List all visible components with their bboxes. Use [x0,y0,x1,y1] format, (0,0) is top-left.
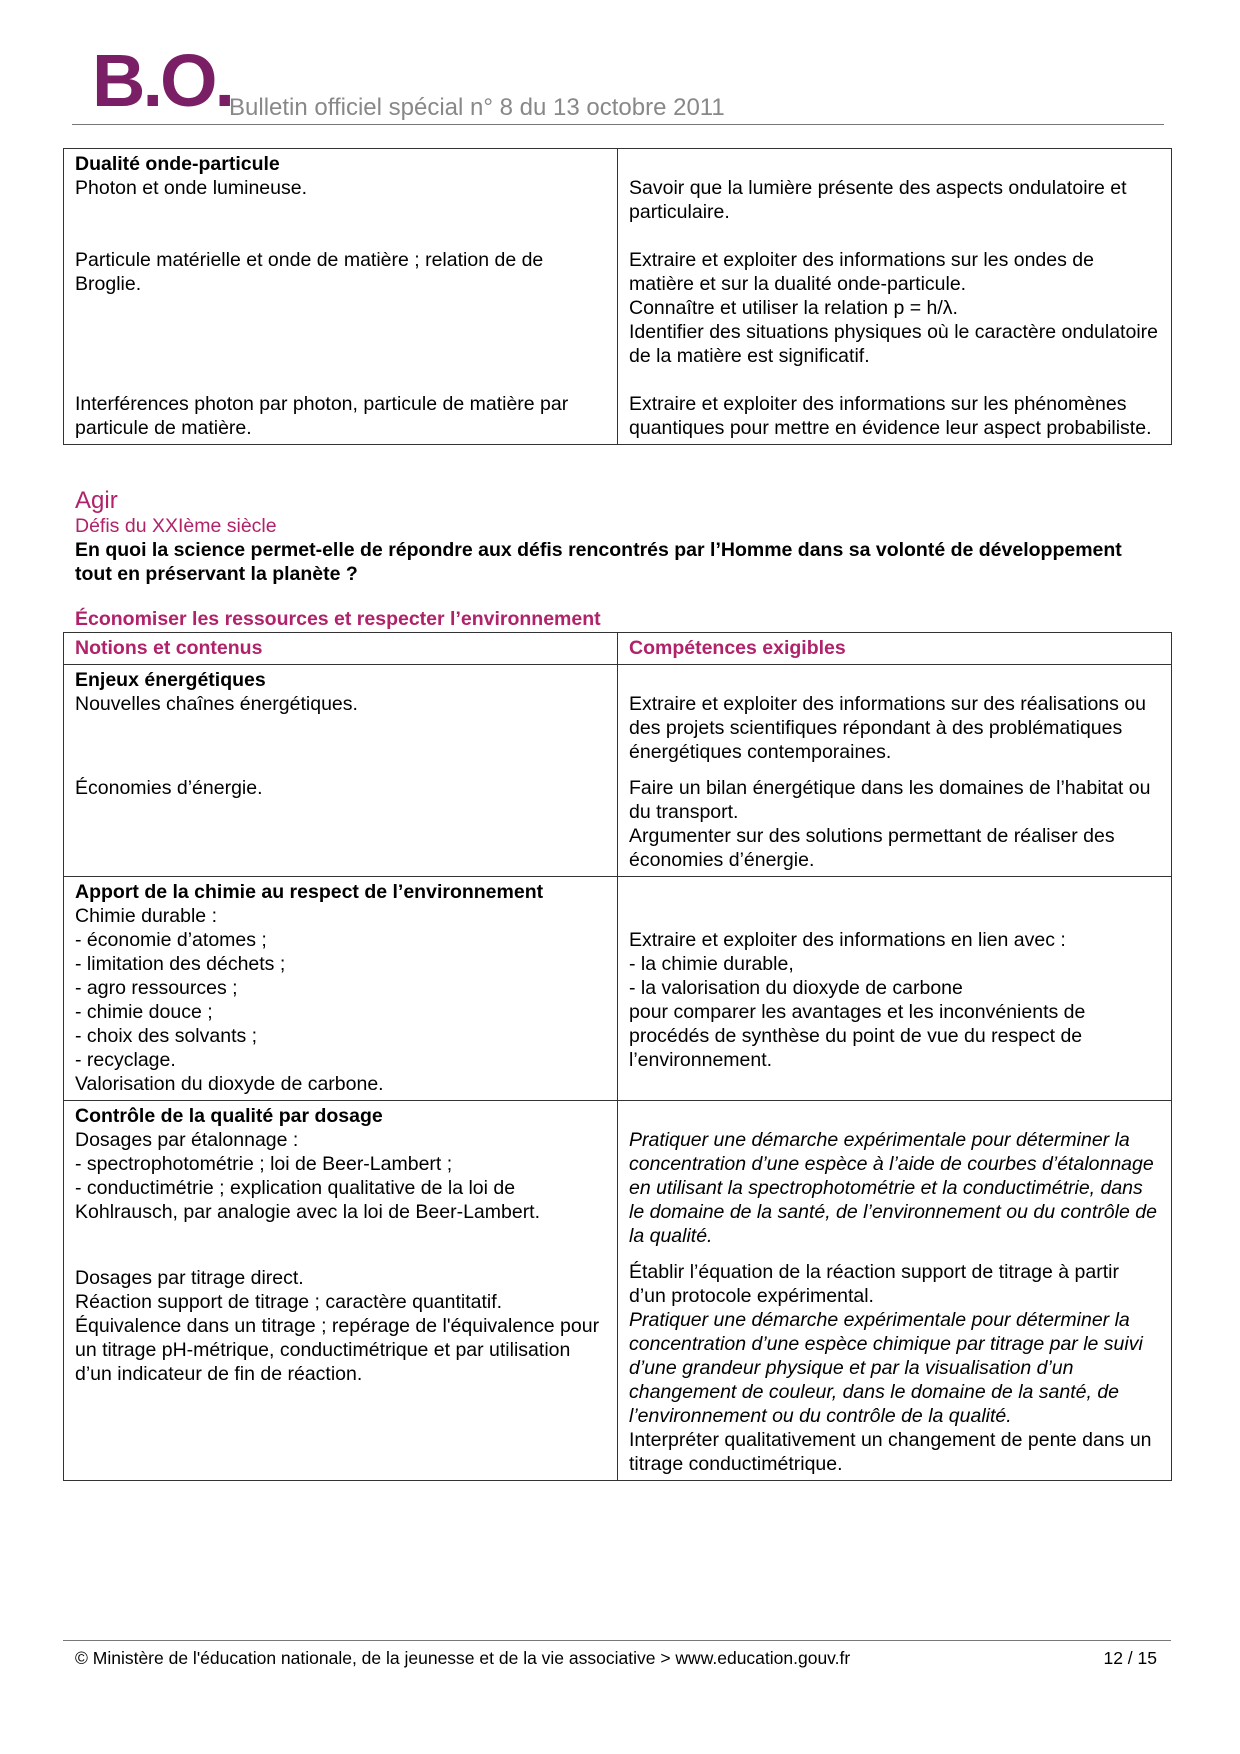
competence-line: pour comparer les avantages et les inconvénients de procédés de synthèse du point de vue du respect de l’environnement. [629,1001,1086,1071]
notion-text: Particule matérielle et onde de matière ; relation de de Broglie. [75,249,544,295]
defis-subheading: Défis du XXIème siècle [75,515,277,537]
agir-heading: Agir [75,487,118,514]
competence-text: Extraire et exploiter des informations sur les phénomènes quantiques pour mettre en évidence leur aspect probabiliste. [629,393,1152,439]
notion-line: Chimie durable : [75,905,217,927]
table-row [64,149,1172,445]
competence-line: - la valorisation du dioxyde de carbone [629,977,963,999]
notion-line: - recyclage. [75,1049,176,1071]
notion-line: Valorisation du dioxyde de carbone. [75,1073,384,1095]
column-header: Notions et contenus [64,633,618,665]
competence-text: Argumenter sur des solutions permettant de réaliser des économies d’énergie. [629,825,1115,871]
notion-line: Dosages par titrage direct. [75,1267,304,1289]
notions-cell [64,149,618,445]
competence-text: Pratiquer une démarche expérimentale pour déterminer la concentration d’une espèce chimique par titrage par le suivi d’une grandeur physique et par la visualisation d’un changement de couleur, dans le domaine de la santé, de l’environnement ou du contrôle de la qualité. [629,1309,1143,1427]
competence-text: Établir l’équation de la réaction support de titrage à partir d’un protocole expérimental. [629,1261,1119,1307]
competences-cell [618,665,1172,877]
notion-line: Équivalence dans un titrage ; repérage de l'équivalence pour un titrage pH-métrique, conductimétrique et par utilisation d’un indicateur de fin de réaction. [75,1315,600,1385]
notion-line: Réaction support de titrage ; caractère quantitatif. [75,1291,503,1313]
competence-text: Faire un bilan énergétique dans les domaines de l’habitat ou du transport. [629,777,1151,823]
notion-text: Économies d’énergie. [75,777,263,799]
notion-text: Nouvelles chaînes énergétiques. [75,693,358,715]
competence-text: Savoir que la lumière présente des aspects ondulatoire et particulaire. [629,177,1127,223]
column-header: Compétences exigibles [618,633,1172,665]
page-header [0,0,1240,130]
footer-divider [63,1640,1171,1641]
table-row [64,665,1172,877]
table-header-row [64,633,1172,665]
notions-cell [64,665,618,877]
competence-text: Connaître et utiliser la relation p = h/λ. [629,297,958,319]
notion-line: - limitation des déchets ; [75,953,286,975]
page-number: 12 / 15 [1103,1648,1157,1668]
section-heading: Contrôle de la qualité par dosage [75,1105,383,1127]
bulletin-title: Bulletin officiel spécial n° 8 du 13 octobre 2011 [229,94,725,121]
competence-line: Extraire et exploiter des informations en lien avec : [629,929,1066,951]
notion-line: - chimie douce ; [75,1001,213,1023]
competence-text: Interpréter qualitativement un changement de pente dans un titrage conductimétrique. [629,1429,1152,1475]
section-heading: Enjeux énergétiques [75,669,266,691]
environnement-table [63,632,1172,1481]
competence-text: Identifier des situations physiques où le caractère ondulatoire de la matière est significatif. [629,321,1158,367]
table-row [64,877,1172,1101]
header-divider [72,124,1164,125]
table-row [64,1101,1172,1481]
notion-text: Interférences photon par photon, particule de matière par particule de matière. [75,393,569,439]
competence-text: Extraire et exploiter des informations sur des réalisations ou des projets scientifiques répondant à des problématiques énergétiques contemporaines. [629,693,1146,763]
bo-logo: B.O. [92,39,233,122]
competence-text: Pratiquer une démarche expérimentale pour déterminer la concentration d’une espèce à l’aide de courbes d’étalonnage en utilisant la spectrophotométrie et la conductimétrie, dans le domaine de la santé, de l’environnement ou du contrôle de la qualité. [629,1129,1157,1247]
competences-cell [618,149,1172,445]
competences-cell [618,877,1172,1101]
notions-cell [64,1101,618,1481]
notion-line: - spectrophotométrie ; loi de Beer-Lambert ; [75,1153,453,1175]
competences-cell [618,1101,1172,1481]
section-heading: Apport de la chimie au respect de l’environnement [75,881,544,903]
agir-question: En quoi la science permet-elle de répondre aux défis rencontrés par l’Homme dans sa volonté de développement tout en préservant la planète ? [75,539,1122,585]
notion-line: - économie d’atomes ; [75,929,267,951]
section-heading: Dualité onde-particule [75,153,280,175]
notions-cell [64,877,618,1101]
notion-text: Photon et onde lumineuse. [75,177,308,199]
notion-line: - agro ressources ; [75,977,238,999]
footer-copyright: © Ministère de l'éducation nationale, de la jeunesse et de la vie associative > www.education.gouv.fr [75,1648,851,1668]
notion-line: - conductimétrie ; explication qualitative de la loi de Kohlrausch, par analogie avec la loi de Beer-Lambert. [75,1177,541,1223]
dualite-table [63,148,1172,445]
subsection-title: Économiser les ressources et respecter l’environnement [75,608,601,630]
competence-text: Extraire et exploiter des informations sur les ondes de matière et sur la dualité onde-particule. [629,249,1094,295]
competence-line: - la chimie durable, [629,953,794,975]
notion-line: Dosages par étalonnage : [75,1129,299,1151]
notion-line: - choix des solvants ; [75,1025,258,1047]
